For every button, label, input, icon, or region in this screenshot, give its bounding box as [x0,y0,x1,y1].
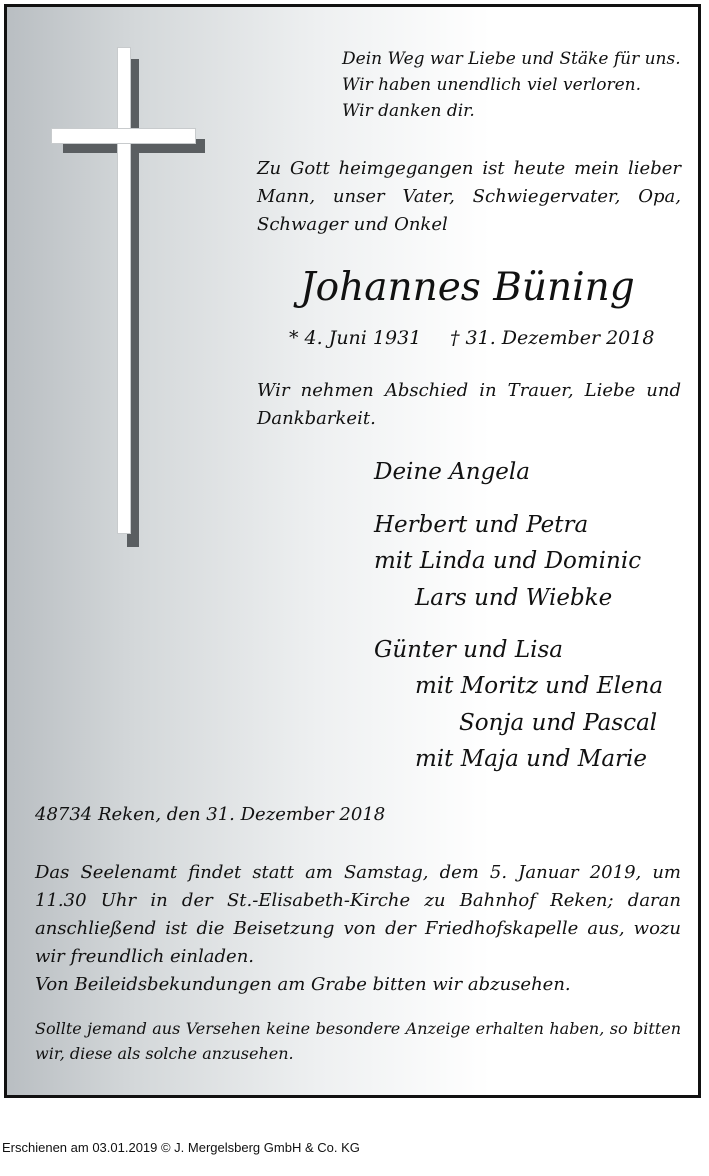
place-date: 48734 Reken, den 31. Dezember 2018 [35,804,386,825]
farewell-text: Wir nehmen Abschied in Trauer, Liebe und Dankbarkeit. [257,380,681,429]
family-line-3: mit Linda und Dominic [374,548,642,574]
death-date: † 31. Dezember 2018 [450,327,655,349]
family-line-5: Günter und Lisa [374,637,563,663]
obituary-notice [4,4,701,1098]
service-text: Das Seelenamt findet statt am Samstag, dem 5. Januar 2019, um 11.30 Uhr in der St.-Elisabeth-Kirche zu Bahnhof Reken; daran anschließend ist die Beisetzung von der Friedhofskapelle aus, wozu wir freundlich einladen. [35,862,681,967]
family-line-4: Lars und Wiebke [415,585,613,611]
family-line-1: Deine Angela [374,459,530,485]
note-text: Sollte jemand aus Versehen keine besondere Anzeige erhalten haben, so bitten wir, diese als solche anzusehen. [35,1019,681,1063]
intro-text: Zu Gott heimgegangen ist heute mein lieber Mann, unser Vater, Schwiegervater, Opa, Schwager und Onkel [257,158,681,235]
deceased-name: Johannes Büning [300,265,635,310]
family-line-8: mit Maja und Marie [415,746,648,772]
family-line-2: Herbert und Petra [374,512,589,538]
poem-line-3: Wir danken dir. [342,101,475,121]
birth-date: * 4. Juni 1931 [289,327,422,349]
condolence-text: Von Beileidsbekundungen am Grabe bitten wir abzusehen. [35,974,571,995]
family-line-7: Sonja und Pascal [459,710,658,736]
poem-line-2: Wir haben unendlich viel verloren. [342,75,642,95]
family-line-6: mit Moritz und Elena [415,673,664,699]
publication-footer: Erschienen am 03.01.2019 © J. Mergelsberg GmbH & Co. KG [2,1140,360,1155]
poem-line-1: Dein Weg war Liebe und Stäke für uns. [342,49,681,69]
